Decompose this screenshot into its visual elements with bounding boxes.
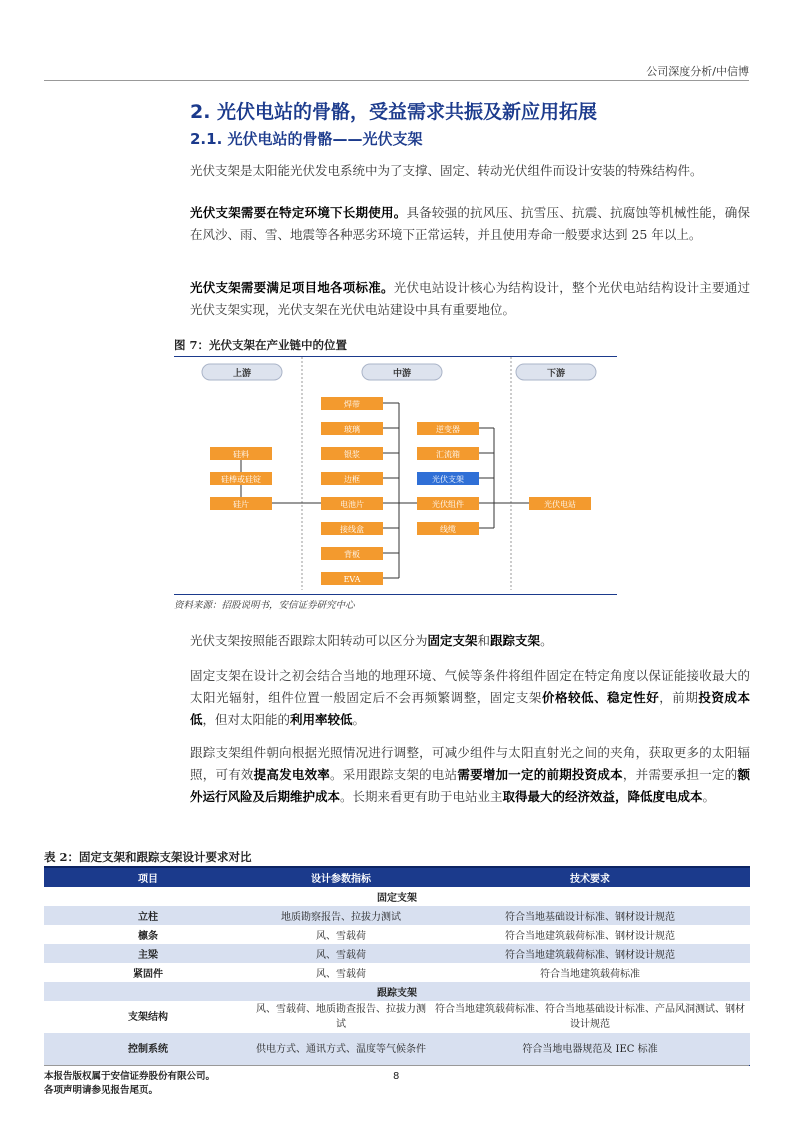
table-cell: 风、雪载荷 <box>252 944 430 963</box>
component-node-label: 逆变器 <box>436 425 460 434</box>
section-title: 2. 光伏电站的骨骼，受益需求共振及新应用拓展 <box>190 101 598 123</box>
material-node-label: 接线盒 <box>340 525 364 534</box>
section-subtitle: 2.1. 光伏电站的骨骼——光伏支架 <box>190 130 423 148</box>
component-node-label: 线缆 <box>440 525 456 534</box>
table-cell: 地质勘察报告、拉拔力测试 <box>252 906 430 925</box>
table-cell: 符合当地建筑载荷标准、钢材设计规范 <box>505 931 675 942</box>
material-node-label: 边框 <box>344 475 360 484</box>
table-cell: 立柱 <box>44 906 252 925</box>
header-divider <box>44 80 749 81</box>
paragraph-3: 光伏支架需要满足项目地各项标准。光伏电站设计核心为结构设计，整个光伏电站结构设计主要通过光伏支架实现，光伏支架在光伏电站建设中具有重要地位。 <box>190 280 750 317</box>
page-number: 8 <box>393 1071 400 1082</box>
table-cell: 支架结构 <box>128 1011 168 1023</box>
table-cell: 符合当地建筑载荷标准、符合当地基础设计标准、产品风洞测试、钢材设计规范 <box>435 1004 745 1030</box>
table-cell: 控制系统 <box>44 1033 252 1066</box>
table-cell: 符合当地建筑载荷标准 <box>540 969 640 980</box>
component-node-label: 光伏支架 <box>432 475 464 484</box>
material-node-label: EVA <box>343 575 361 584</box>
table-cell: 风、雪载荷 <box>316 931 366 942</box>
downstream-node-label: 光伏电站 <box>544 500 576 509</box>
table-header: 技术要求 <box>430 867 750 887</box>
table-cell: 风、雪载荷 <box>316 969 366 980</box>
footer-line-2: 各项声明请参见报告尾页。 <box>44 1085 159 1096</box>
upstream-node-label: 硅棒或硅锭 <box>221 475 261 484</box>
paragraph-4: 光伏支架按照能否跟踪太阳转动可以区分为固定支架和跟踪支架。 <box>190 633 553 648</box>
requirements-table <box>44 866 750 1066</box>
material-node-label: 银浆 <box>344 450 360 459</box>
table-cell: 檩条 <box>138 931 158 942</box>
material-node-label: 背板 <box>344 550 360 559</box>
component-node-label: 汇流箱 <box>436 450 460 459</box>
table-cell: 符合当地基础设计标准、钢材设计规范 <box>430 906 750 925</box>
figure-source: 资料来源：招股说明书，安信证券研究中心 <box>174 594 617 611</box>
stage-label-up: 上游 <box>232 369 252 379</box>
table-cell: 紧固件 <box>133 969 163 980</box>
figure-title: 图 7：光伏支架在产业链中的位置 <box>174 337 617 357</box>
footer-divider <box>44 1065 749 1066</box>
material-node-label: 焊带 <box>344 400 360 409</box>
material-node-label: 玻璃 <box>344 425 360 434</box>
table-cell: 风、雪载荷、地质勘查报告、拉拔力测试 <box>256 1004 426 1030</box>
stage-label-down: 下游 <box>546 369 566 379</box>
upstream-node-label: 硅片 <box>233 500 249 509</box>
table-cell: 供电方式、通讯方式、温度等气候条件 <box>252 1033 430 1066</box>
component-node-label: 光伏组件 <box>432 500 464 509</box>
table-title: 表 2：固定支架和跟踪支架设计要求对比 <box>44 850 252 864</box>
table-cell: 符合当地电器规范及 IEC 标准 <box>430 1033 750 1066</box>
table-section-fixed: 固定支架 <box>377 893 417 904</box>
table-section-tracking: 跟踪支架 <box>44 982 750 1001</box>
footer-disclaimer <box>44 1070 215 1098</box>
stage-label-mid: 中游 <box>392 369 412 379</box>
material-node-label: 电池片 <box>340 500 364 509</box>
paragraph-6: 跟踪支架组件朝向根据光照情况进行调整，可减少组件与太阳直射光之间的夹角，获取更多的太阳辐照，可有效提高发电效率。采用跟踪支架的电站需要增加一定的前期投资成本，并需要承担一定的额外运行风险及后期维护成本。长期来看更有助于电站业主取得最大的经济效益，降低度电成本。 <box>190 745 750 804</box>
paragraph-1: 光伏支架是太阳能光伏发电系统中为了支撑、固定、转动光伏组件而设计安装的特殊结构件。 <box>190 163 703 178</box>
paragraph-5: 固定支架在设计之初会结合当地的地理环境、气候等条件将组件固定在特定角度以保证能接收最大的太阳光辐射，组件位置一般固定后不会再频繁调整，固定支架价格较低、稳定性好，前期投资成本低，但对太阳能的利用率较低。 <box>190 668 750 727</box>
footer-line-1: 本报告版权属于安信证券股份有限公司。 <box>44 1071 216 1082</box>
table-cell: 符合当地建筑载荷标准、钢材设计规范 <box>430 944 750 963</box>
paragraph-2: 光伏支架需要在特定环境下长期使用。具备较强的抗风压、抗雪压、抗震、抗腐蚀等机械性能，确保在风沙、雨、雪、地震等各种恶劣环境下正常运转，并且使用寿命一般要求达到 25 年以上。 <box>190 205 750 242</box>
upstream-node-label: 硅料 <box>233 450 249 459</box>
table-header: 设计参数指标 <box>252 867 430 887</box>
industry-chain-diagram <box>174 357 617 590</box>
table-cell: 主梁 <box>44 944 252 963</box>
header-right: 公司深度分析/中信博 <box>646 65 749 78</box>
table-header: 项目 <box>44 867 252 887</box>
